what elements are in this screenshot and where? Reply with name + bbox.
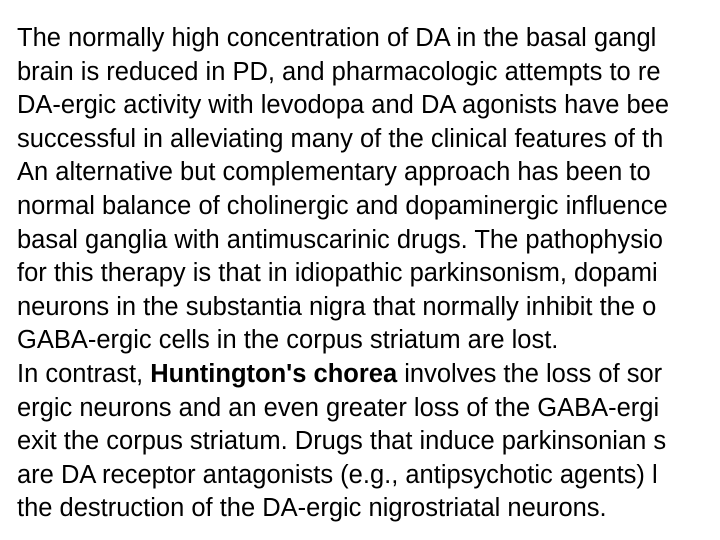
text-line: brain is reduced in PD, and pharmacologic attempts to re <box>17 57 661 86</box>
text-line: normal balance of cholinergic and dopaminergic influence <box>17 191 668 220</box>
body-text <box>17 22 720 526</box>
text-line: GABA-ergic cells in the corpus striatum are lost. <box>17 326 559 355</box>
text-line: exit the corpus striatum. Drugs that induce parkinsonian s <box>17 427 667 456</box>
text-segment: involves the loss of sor <box>397 359 663 388</box>
text-line: successful in alleviating many of the clinical features of th <box>17 124 664 153</box>
text-segment: In contrast, <box>17 359 151 388</box>
text-line: ergic neurons and an even greater loss of the GABA-ergi <box>17 393 660 422</box>
huntingtons-chorea-term: Huntington's chorea <box>150 359 398 388</box>
text-line: DA-ergic activity with levodopa and DA agonists have bee <box>17 91 670 120</box>
text-line: are DA receptor antagonists (e.g., antipsychotic agents) l <box>17 460 658 489</box>
text-line: neurons in the substantia nigra that normally inhibit the o <box>17 292 657 321</box>
text-line: An alternative but complementary approach has been to <box>17 158 651 187</box>
text-line: basal ganglia with antimuscarinic drugs. The pathophysio <box>17 225 663 254</box>
text-line: for this therapy is that in idiopathic parkinsonism, dopami <box>17 259 658 288</box>
text-line-with-emphasis <box>17 358 720 392</box>
text-line: The normally high concentration of DA in the basal gangl <box>17 24 657 52</box>
text-line: the destruction of the DA-ergic nigrostriatal neurons. <box>17 494 607 523</box>
